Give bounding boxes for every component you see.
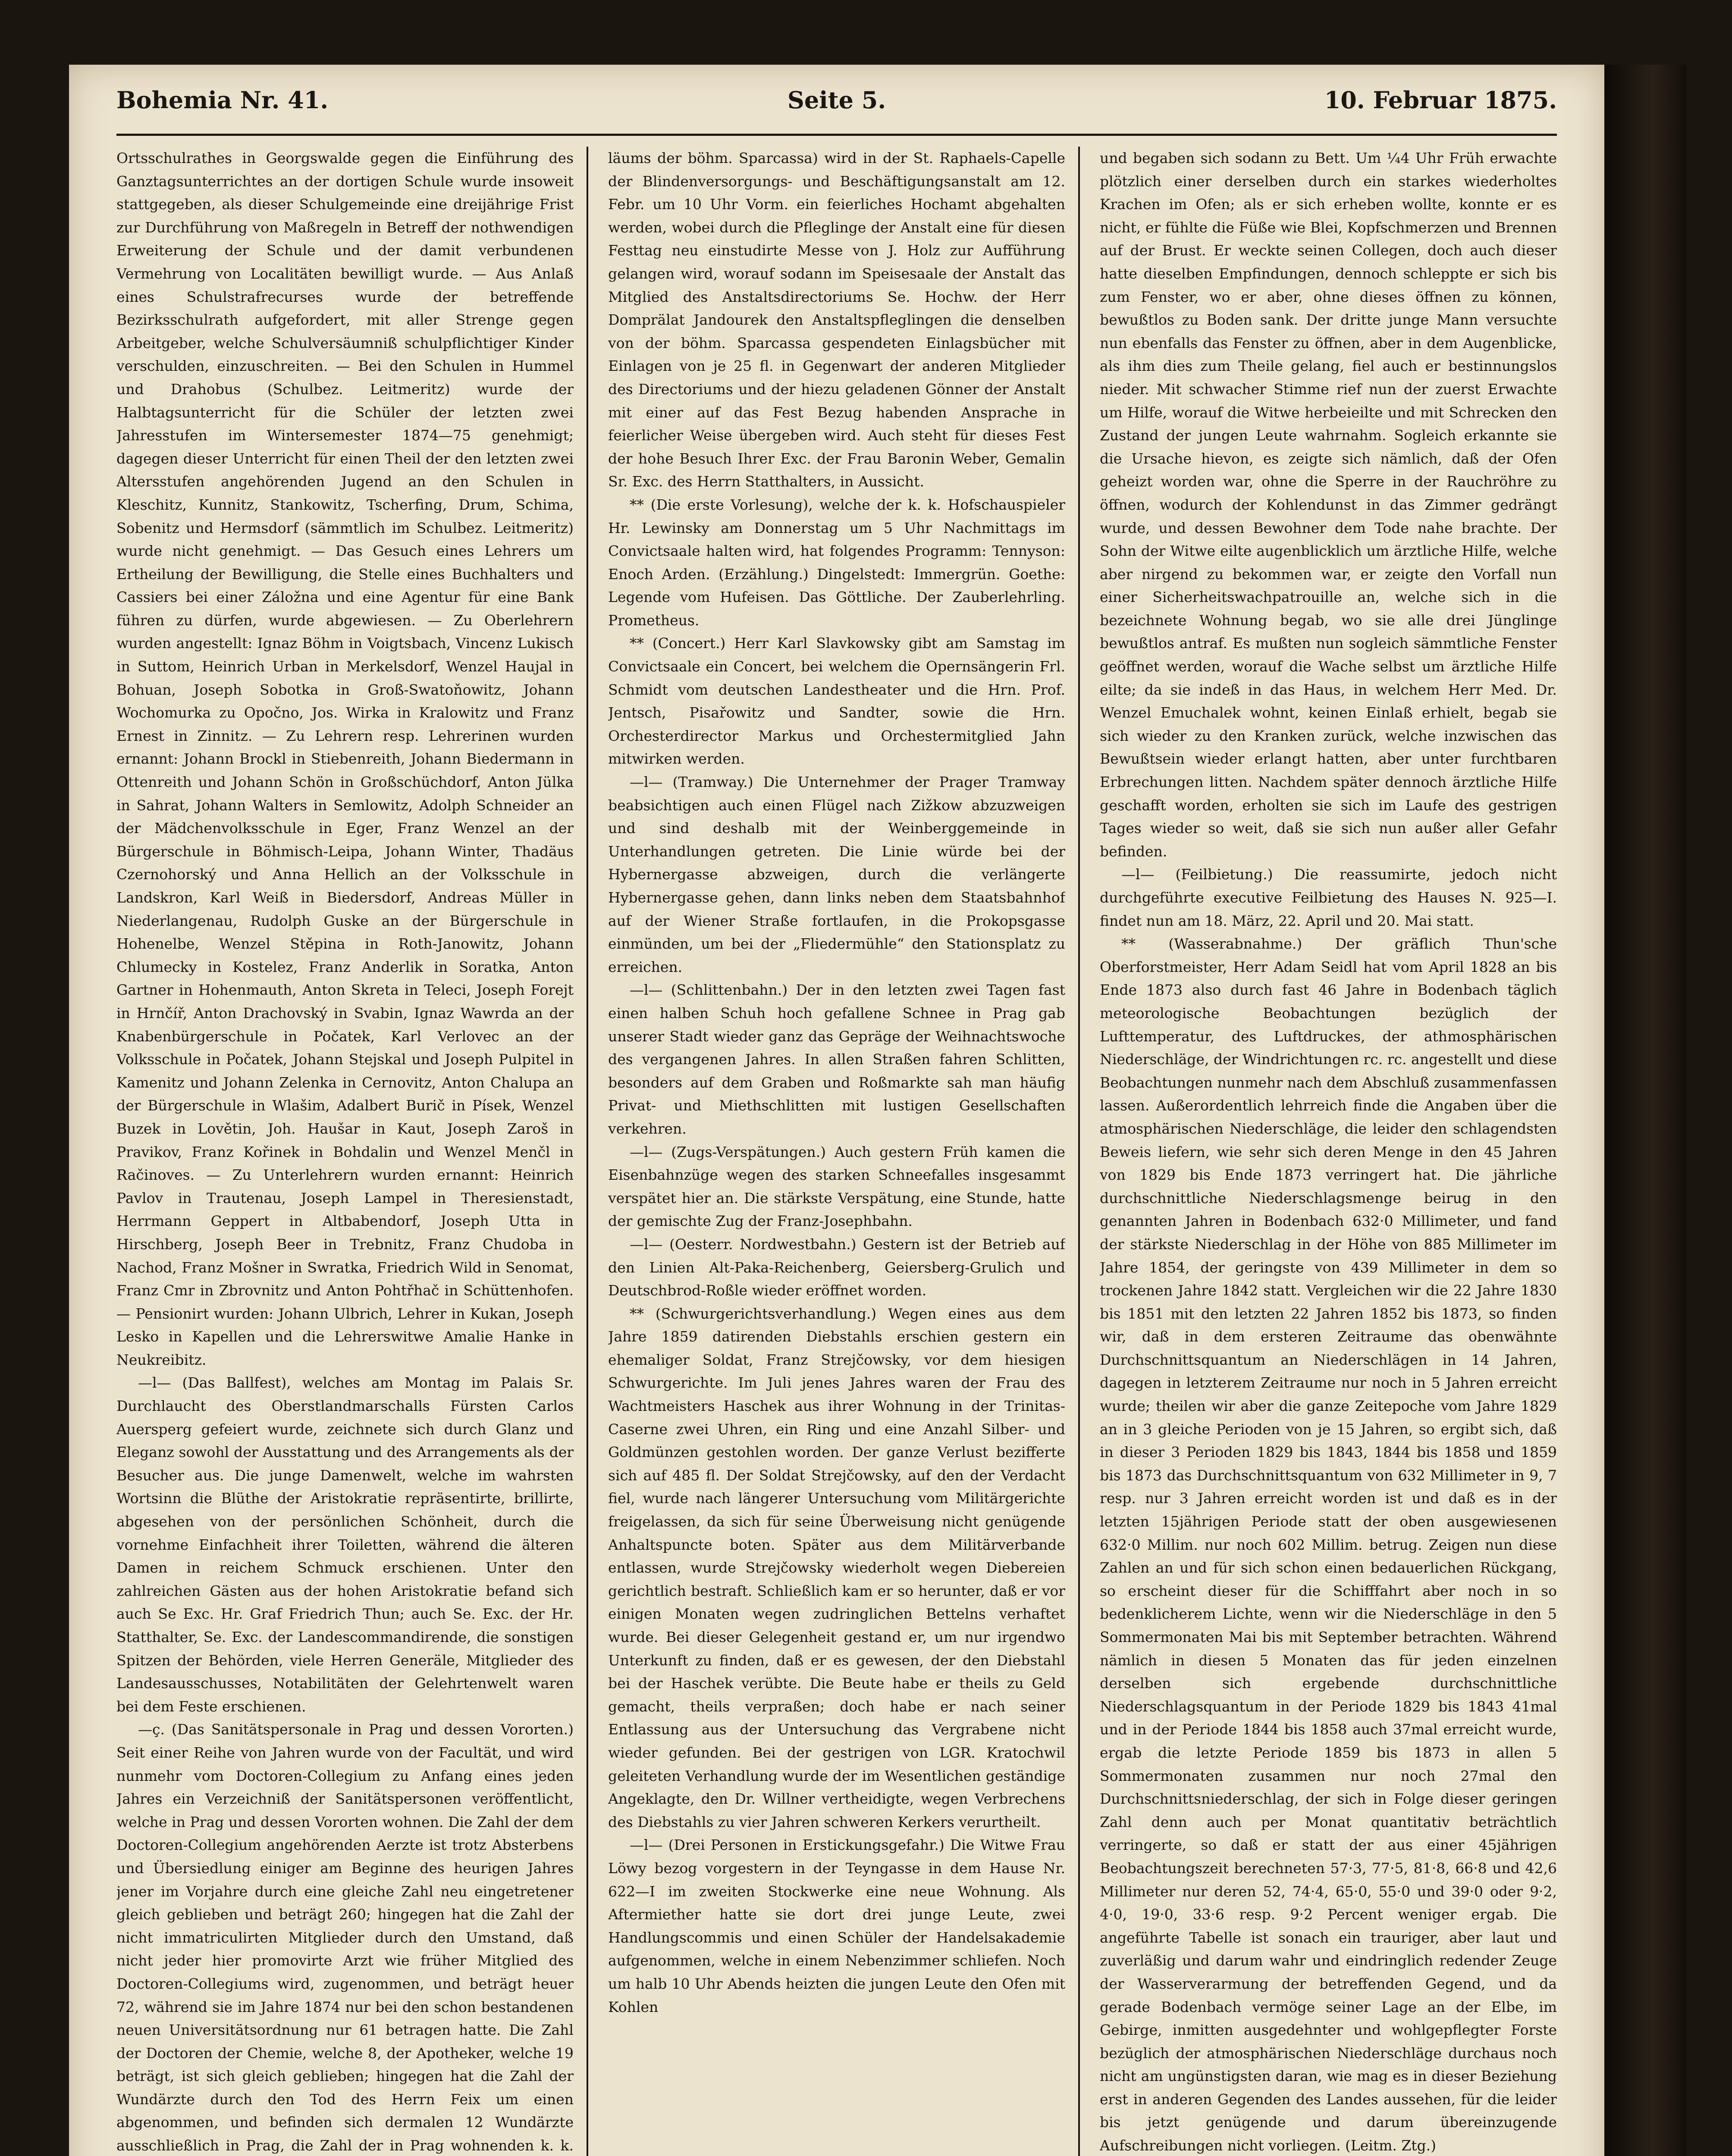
column-divider-1: [587, 147, 588, 2156]
article-concert: ** (Concert.) Herr Karl Slavkowsky gibt am Samstag im Convictsaale ein Concert, bei welchem die Opernsängerin Frl. Schmidt vom deutschen Landestheater und die Hrn. Prof. Jentsch, Pisařowitz und Sandter, sowie die Hrn. Orchesterdirector Markus und Orchestermitglied Jahn mitwirken werden.: [608, 635, 1065, 768]
article-suffocation: —l— (Drei Personen in Erstickungsgefahr.) Die Witwe Frau Löwy bezog vorgestern in der Teyngasse in dem Hause Nr. 622—I im zweiten Stockwerke eine neue Wohnung. Als Aftermiether hatte sie dort drei junge Leute, zwei Handlungscommis und einen Schüler der Handelsakademie aufgenommen, welche in einem Nebenzimmer schliefen. Noch um halb 10 Uhr Abends heizten die jungen Leute den Ofen mit Kohlen: [608, 1836, 1065, 2015]
article-school-board: Ortsschulrathes in Georgswalde gegen die Einführung des Ganztagsunterrichtes an der dortigen Schule wurde insoweit stattgegeben, als dieser Schulgemeinde eine dreijährige Frist zur Durchführung von Maßregeln in Betreff der nothwendigen Erweiterung der Schule und der damit verbundenen Vermehrung von Localitäten bewilligt wurde. — Aus Anlaß eines Schulstrafrecurses wurde der betreffende Bezirksschulrath aufgefordert, mit aller Strenge gegen Arbeitgeber, welche Schulversäumniß schulpflichtiger Kinder verschulden, einzuschreiten. — Bei den Schulen in Hummel und Drahobus (Schulbez. Leitmeritz) wurde der Halbtagsunterricht für die Schüler der letzten zwei Jahresstufen im Wintersemester 1874—75 genehmigt; dagegen dieser Unterricht für einen Theil der den letzten zwei Altersstufen angehörenden Jugend an den Schulen in Kleschitz, Kunnitz, Stankowitz, Tscherfing, Drum, Schima, Sobenitz und Hermsdorf (sämmtlich im Schulbez. Leitmeritz) wurde nicht genehmigt. — Das Gesuch eines Lehrers um Ertheilung der Bewilligung, die Stelle eines Buchhalters und Cassiers bei einer Záložna und eine Agentur für eine Bank führen zu dürfen, wurde abgewiesen. — Zu Oberlehrern wurden angestellt: Ignaz Böhm in Voigtsbach, Vincenz Lukisch in Suttom, Heinrich Urban in Merkelsdorf, Wenzel Haujal in Bohuan, Joseph Sobotka in Groß-Swatoňowitz, Johann Wochomurka zu Opočno, Jos. Wirka in Kralowitz und Franz Ernest in Zinnitz. — Zu Lehrern resp. Lehrerinen wurden ernannt: Johann Brockl in Stiebenreith, Johann Biedermann in Ottenreith und Johann Schön in Großschüchdorf, Anton Jülka in Sahrat, Johann Walters in Semlowitz, Adolph Schneider an der Mädchenvolksschule in Eger, Franz Wenzel an der Bürgerschule in Böhmisch-Leipa, Johann Winter, Thadäus Czernohorský und Anna Hellich an der Volksschule in Landskron, Karl Weiß in Biedersdorf, Andreas Müller in Niederlangenau, Rudolph Guske an der Bürgerschule in Hohenelbe, Wenzel Stěpina in Roth-Janowitz, Johann Chlumecky in Kostelez, Franz Anderlik in Soratka, Anton Gartner in Hohenmauth, Anton Skreta in Teleci, Joseph Forejt in Hrnčíř, Anton Drachovský in Svabin, Ignaz Wawrda an der Knabenbürgerschule in Počatek, Karl Verlovec an der Volksschule in Počatek, Johann Stejskal und Joseph Pulpitel in Kamenitz und Johann Zelenka in Cernovitz, Anton Chalupa an der Bürgerschule in Wlašim, Adalbert Burič in Písek, Wenzel Buzek in Lovětin, Joh. Haušar in Kaut, Joseph Zaroš in Pravikov, Franz Kořinek in Bohdalin und Wenzel Menčl in Račinoves. — Zu Unterlehrern wurden ernannt: Heinrich Pavlov in Trautenau, Joseph Lampel in Theresienstadt, Herrmann Geppert in Altbabendorf, Joseph Utta in Hirschberg, Joseph Beer in Trebnitz, Franz Chudoba in Nachod, Franz Mošner in Swratka, Friedrich Wild in Senomat, Franz Cmr in Zbrovnitz und Anton Pohtřhač in Schüttenhofen. — Pensionirt wurden: Johann Ulbrich, Lehrer in Kukan, Joseph Lesko in Kapellen und die Lehrerswitwe Amalie Hanke in Neukreibitz.: [116, 150, 574, 1368]
issue-date: 10. Februar 1875.: [1324, 86, 1557, 114]
article-sanitary-staff: —ç. (Das Sanitätspersonale in Prag und dessen Vororten.) Seit einer Reihe von Jahren wurde von der Facultät, und wird nunmehr vom Doctoren-Collegium zu Anfang eines jeden Jahres ein Verzeichniß der Sanitätspersonen veröffentlicht, welche in Prag und dessen Vororten wohnen. Die Zahl der dem Doctoren-Collegium angehörenden Aerzte ist trotz Absterbens und Übersiedlung einiger am Beginne des heurigen Jahres jener im Vorjahre durch eine gleiche Zahl neu eingetretener gleich geblieben und beträgt 260; hingegen hat die Zahl der nicht immatriculirten Mitglieder durch den Umstand, daß nicht jeder hier promovirte Arzt wie früher Mitglied des Doctoren-Collegiums wird, zugenommen, und beträgt heuer 72, während sie im Jahre 1874 nur bei den schon bestandenen neuen Universitätsordnung nur 61 betragen hatte. Die Zahl der Doctoren der Chemie, welche 8, der Apotheker, welche 19 beträgt, ist sich gleich geblieben; hingegen hat die Zahl der Wundärzte durch den Tod des Herrn Feix um einen abgenommen, und befinden sich dermalen 12 Wundärzte ausschließlich in Prag, die Zahl der in Prag wohnenden k. k.: [116, 1721, 574, 2154]
newspaper-page: [69, 65, 1604, 2156]
column-divider-2: [1078, 147, 1080, 2156]
article-auction: —l— (Feilbietung.) Die reassumirte, jedoch nicht durchgeführte executive Feilbietung des Hauses N. 925—I. findet nun am 18. März, 22. April und 20. Mai statt.: [1100, 866, 1557, 929]
page-edge-shadow: [1604, 65, 1686, 2156]
article-sleigh: —l— (Schlittenbahn.) Der in den letzten zwei Tagen fast einen halben Schuh hoch gefallene Schnee in Prag gab unserer Stadt wieder ganz das Gepräge der Weihnachtswoche des vergangenen Jahres. In allen Straßen fahren Schlitten, besonders auf dem Graben und Roßmarkte sah man häufig Privat- und Miethschlitten mit lustigen Gesellschaften verkehren.: [608, 981, 1065, 1137]
article-jury-trial: ** (Schwurgerichtsverhandlung.) Wegen eines aus dem Jahre 1859 datirenden Diebstahls erschien gestern ein ehemaliger Soldat, Franz Strejčowsky, vor dem hiesigen Schwurgerichte. Im Juli jenes Jahres waren der Frau des Wachtmeisters Haschek aus ihrer Wohnung in der Trinitas-Caserne zwei Uhren, ein Ring und eine Anzahl Silber- und Goldmünzen gestohlen worden. Der ganze Verlust bezifferte sich auf 485 fl. Der Soldat Strejčowsky, auf den der Verdacht fiel, wurde nach längerer Untersuchung vom Militärgerichte freigelassen, da sich für seine Überweisung nicht genügende Anhaltspuncte boten. Später aus dem Militärverbande entlassen, wurde Strejčowsky wiederholt wegen Diebereien gerichtlich bestraft. Schließlich kam er so herunter, daß er vor einigen Monaten wegen zudringlichen Bettelns verhaftet wurde. Bei dieser Gelegenheit gestand er, um nur irgendwo Unterkunft zu finden, daß er es gewesen, der den Diebstahl bei der Haschek verübte. Die Beute habe er theils zu Geld gemacht, theils verpraßen; doch habe er nach seiner Entlassung aus der Untersuchung das Vergrabene nicht wieder gefunden. Bei der gestrigen von LGR. Kratochwil geleiteten Verhandlung wurde der im Wesentlichen geständige Angeklagte, den Dr. Willner vertheidigte, wegen Verbrechens des Diebstahls zu vier Jahren schweren Kerkers verurtheilt.: [608, 1305, 1065, 1830]
column-3: [1100, 147, 1557, 2156]
article-northwest-railway: —l— (Oesterr. Nordwestbahn.) Gestern ist der Betrieb auf den Linien Alt-Paka-Reichenberg, Geiersberg-Grulich und Deutschbrod-Roßle wieder eröffnet worden.: [608, 1235, 1065, 1299]
page-header: [116, 86, 1557, 134]
article-reading: ** (Die erste Vorlesung), welche der k. k. Hofschauspieler Hr. Lewinsky am Donnerstag um 5 Uhr Nachmittags im Convictsaale halten wird, hat folgendes Programm: Tennyson: Enoch Arden. (Erzählung.) Dingelstedt: Immergrün. Goethe: Legende vom Hufeisen. Das Göttliche. Der Zauberlehrling. Prometheus.: [608, 496, 1065, 629]
article-jubilee-cont: läums der böhm. Sparcassa) wird in der St. Raphaels-Capelle der Blindenversorgungs- und Beschäftigungsanstalt am 12. Febr. um 10 Uhr Vorm. ein feierliches Hochamt abgehalten werden, wobei durch die Pfleglinge der Anstalt eine für diesen Festtag neu einstudirte Messe von J. Holz zur Aufführung gelangen wird, worauf sodann im Speisesaale der Anstalt das Mitglied des Anstaltsdirectoriums Se. Hochw. der Herr Domprälat Jandourek den Anstaltspfleglingen die denselben von der böhm. Sparcassa gespendeten Einlagsbücher mit Einlagen von je 25 fl. in Gegenwart der anderen Mitglieder des Directoriums und der hiezu geladenen Gönner der Anstalt mit einer auf das Fest Bezug habenden Ansprache in feierlicher Weise übergeben wird. Auch steht für dieses Fest der hohe Besuch Ihrer Exc. der Frau Baronin Weber, Gemalin Sr. Exc. des Herrn Statthalters, in Aussicht.: [608, 150, 1065, 490]
page-number: Seite 5.: [787, 86, 886, 114]
article-tramway: —l— (Tramway.) Die Unternehmer der Prager Tramway beabsichtigen auch einen Flügel nach Zižkow abzuzweigen und sind deshalb mit der Weinberggemeinde in Unterhandlungen getreten. Die Linie würde bei der Hybernergasse abzweigen, durch die verlängerte Hybernergasse gehen, dann links neben dem Staatsbahnhof auf der Wiener Straße fortlaufen, in die Prokopsgasse einmünden, um bei der „Fliedermühle“ den Stationsplatz zu erreichen.: [608, 774, 1065, 975]
article-suffocation-cont: und begaben sich sodann zu Bett. Um ¼4 Uhr Früh erwachte plötzlich einer derselben durch ein starkes wiederholtes Krachen im Ofen; als er sich erheben wollte, konnte er es nicht, er fühlte die Füße wie Blei, Kopfschmerzen und Brennen auf der Brust. Er weckte seinen Collegen, doch auch dieser hatte dieselben Empfindungen, dennoch schleppte er sich bis zum Fenster, wo er aber, ohne dieses öffnen zu können, bewußtlos zu Boden sank. Der dritte junge Mann versuchte nun ebenfalls das Fenster zu öffnen, aber in dem Augenblicke, als ihm dies zum Theile gelang, fiel auch er bestinnungslos nieder. Mit schwacher Stimme rief nun der zuerst Erwachte um Hilfe, worauf die Witwe herbeieilte und mit Schrecken den Zustand der jungen Leute wahrnahm. Sogleich erkannte sie die Ursache hievon, es zeigte sich nämlich, daß der Ofen geheizt worden war, ohne die Sperre in der Rauchröhre zu öffnen, wodurch der Kohlendunst in das Zimmer gedrängt wurde, und dessen Bewohner dem Tode nahe brachte. Der Sohn der Witwe eilte augenblicklich um ärztliche Hilfe, welche aber nirgend zu bekommen war, er zeigte den Vorfall nun einer Sicherheitswachpatrouille an, welche sich in die bezeichnete Wohnung begab, wo sie alle drei Jünglinge bewußtlos antraf. Es mußten nun sogleich sämmtliche Fenster geöffnet werden, worauf die Wache selbst um ärztliche Hilfe eilte; da sie indeß in das Haus, in welchem Herr Med. Dr. Wenzel Emuchalek wohnt, keinen Einlaß erhielt, begab sie sich wieder zu den Kranken zurück, welche inzwischen das Bewußtsein wieder erlangt hatten, aber unter furchtbaren Erbrechungen litten. Nachdem später dennoch ärztliche Hilfe geschafft worden, erholten sie sich im Laufe des gestrigen Tages wieder so weit, daß sie sich nun außer aller Gefahr befinden.: [1100, 150, 1557, 860]
masthead-issue: Bohemia Nr. 41.: [116, 86, 329, 114]
article-water-decline: ** (Wasserabnahme.) Der gräflich Thun'sche Oberforstmeister, Herr Adam Seidl hat vom April 1828 an bis Ende 1873 also durch fast 46 Jahre in Bodenbach täglich meteorologische Beobachtungen bezüglich der Lufttemperatur, des Luftdruckes, der athmosphärischen Niederschläge, der Windrichtungen rc. rc. angestellt und diese Beobachtungen nunmehr nach dem Abschluß zusammenfassen lassen. Außerordentlich lehrreich finde die Angaben über die atmosphärischen Niederschläge, die leider den schlagendsten Beweis liefern, wie sehr sich deren Menge in den 45 Jahren von 1829 bis Ende 1873 verringert hat. Die jährliche durchschnittliche Niederschlagsmenge beirug in den genannten Jahren in Bodenbach 632·0 Millimeter, und fand der stärkste Niederschlag in der Höhe von 885 Millimeter im Jahre 1854, der geringste von 439 Millimeter in dem so trockenen Jahre 1842 statt. Vergleichen wir die 22 Jahre 1830 bis 1851 mit den letzten 22 Jahren 1852 bis 1873, so finden wir, daß in dem ersteren Zeitraume das obenwähnte Durchschnittsquantum an Niederschlägen in 14 Jahren, dagegen in letzterem Zeitraume nur noch in 5 Jahren erreicht wurde; theilen wir aber die ganze Zeitepoche vom Jahre 1829 an in 3 gleiche Perioden von je 15 Jahren, so ergibt sich, daß in dieser 3 Perioden 1829 bis 1843, 1844 bis 1858 und 1859 bis 1873 das Durchschnittsquantum von 632 Millimeter in 9, 7 resp. nur 3 Jahren erreicht worden ist und daß es in der letzten 15jährigen Periode statt der oben ausgewiesenen 632·0 Millim. nur noch 602 Millim. betrug. Zeigen nun diese Zahlen an und für sich schon einen bedauerlichen Rückgang, so erscheint dieser für die Schifffahrt aber noch in so bedenklicherem Lichte, wenn wir die Niederschläge in den 5 Sommermonaten Mai bis mit September betrachten. Während nämlich in diesen 5 Monaten das für jeden einzelnen derselben sich ergebende durchschnittliche Niederschlagsquantum in der Periode 1829 bis 1843 41mal und in der Periode 1844 bis 1858 auch 37mal erreicht wurde, ergab die letzte Periode 1859 bis 1873 in allen 5 Sommermonaten zusammen nur noch 27mal den Durchschnittsniederschlag, der sich in Folge dieser geringen Zahl denn auch per Monat quantitativ beträchtlich verringerte, so daß er statt der aus einer 45jährigen Beobachtungszeit berechneten 57·3, 77·5, 81·8, 66·8 und 42,6 Millimeter nur deren 52, 74·4, 65·0, 55·0 und 39·0 oder 9·2, 4·0, 19·0, 33·6 resp. 9·2 Percent weniger ergab. Die angeführte Tabelle ist sonach ein trauriger, aber laut und zuverläßig und darum wahr und eindringlich redender Zeuge der Wasserverarmung der betreffenden Gegend, und da gerade Bodenbach vermöge seiner Lage an der Elbe, im Gebirge, inmitten ausgedehnter und wohlgepflegter Forste bezüglich der atmosphärischen Niederschläge durchaus noch nicht am ungünstigsten daran, wie mag es in dieser Beziehung erst in anderen Gegenden des Landes aussehen, für die leider bis jetzt genügende und darum übereinzugende Aufschreibungen nicht vorliegen. (Leitm. Ztg.): [1100, 935, 1557, 2154]
article-train-delays: —l— (Zugs-Verspätungen.) Auch gestern Früh kamen die Eisenbahnzüge wegen des starken Schneefalles insgesammt verspätet hier an. Die stärkste Verspätung, eine Stunde, hatte der gemischte Zug der Franz-Josephbahn.: [608, 1143, 1065, 1230]
article-ball: —l— (Das Ballfest), welches am Montag im Palais Sr. Durchlaucht des Oberstlandmarschalls Fürsten Carlos Auersperg gefeiert wurde, zeichnete sich durch Glanz und Eleganz sowohl der Ausstattung und des Arrangements als der Besucher aus. Die junge Damenwelt, welche im wahrsten Wortsinn die Blüthe der Aristokratie repräsentirte, brillirte, abgesehen von der persönlichen Schönheit, durch die vornehme Einfachheit ihrer Toiletten, während die älteren Damen in reichem Schmuck erschienen. Unter den zahlreichen Gästen aus der hohen Aristokratie befand sich auch Se Exc. Hr. Graf Friedrich Thun; auch Se. Exc. der Hr. Statthalter, Se. Exc. der Landescommandirende, die sonstigen Spitzen der Behörden, viele Herren Generäle, Mitglieder des Landesausschusses, Notabilitäten der Gelehrtenwelt waren bei dem Feste erschienen.: [116, 1374, 574, 1715]
header-rule: [116, 134, 1557, 136]
column-1: [116, 147, 574, 2156]
column-2: [608, 147, 1065, 2156]
